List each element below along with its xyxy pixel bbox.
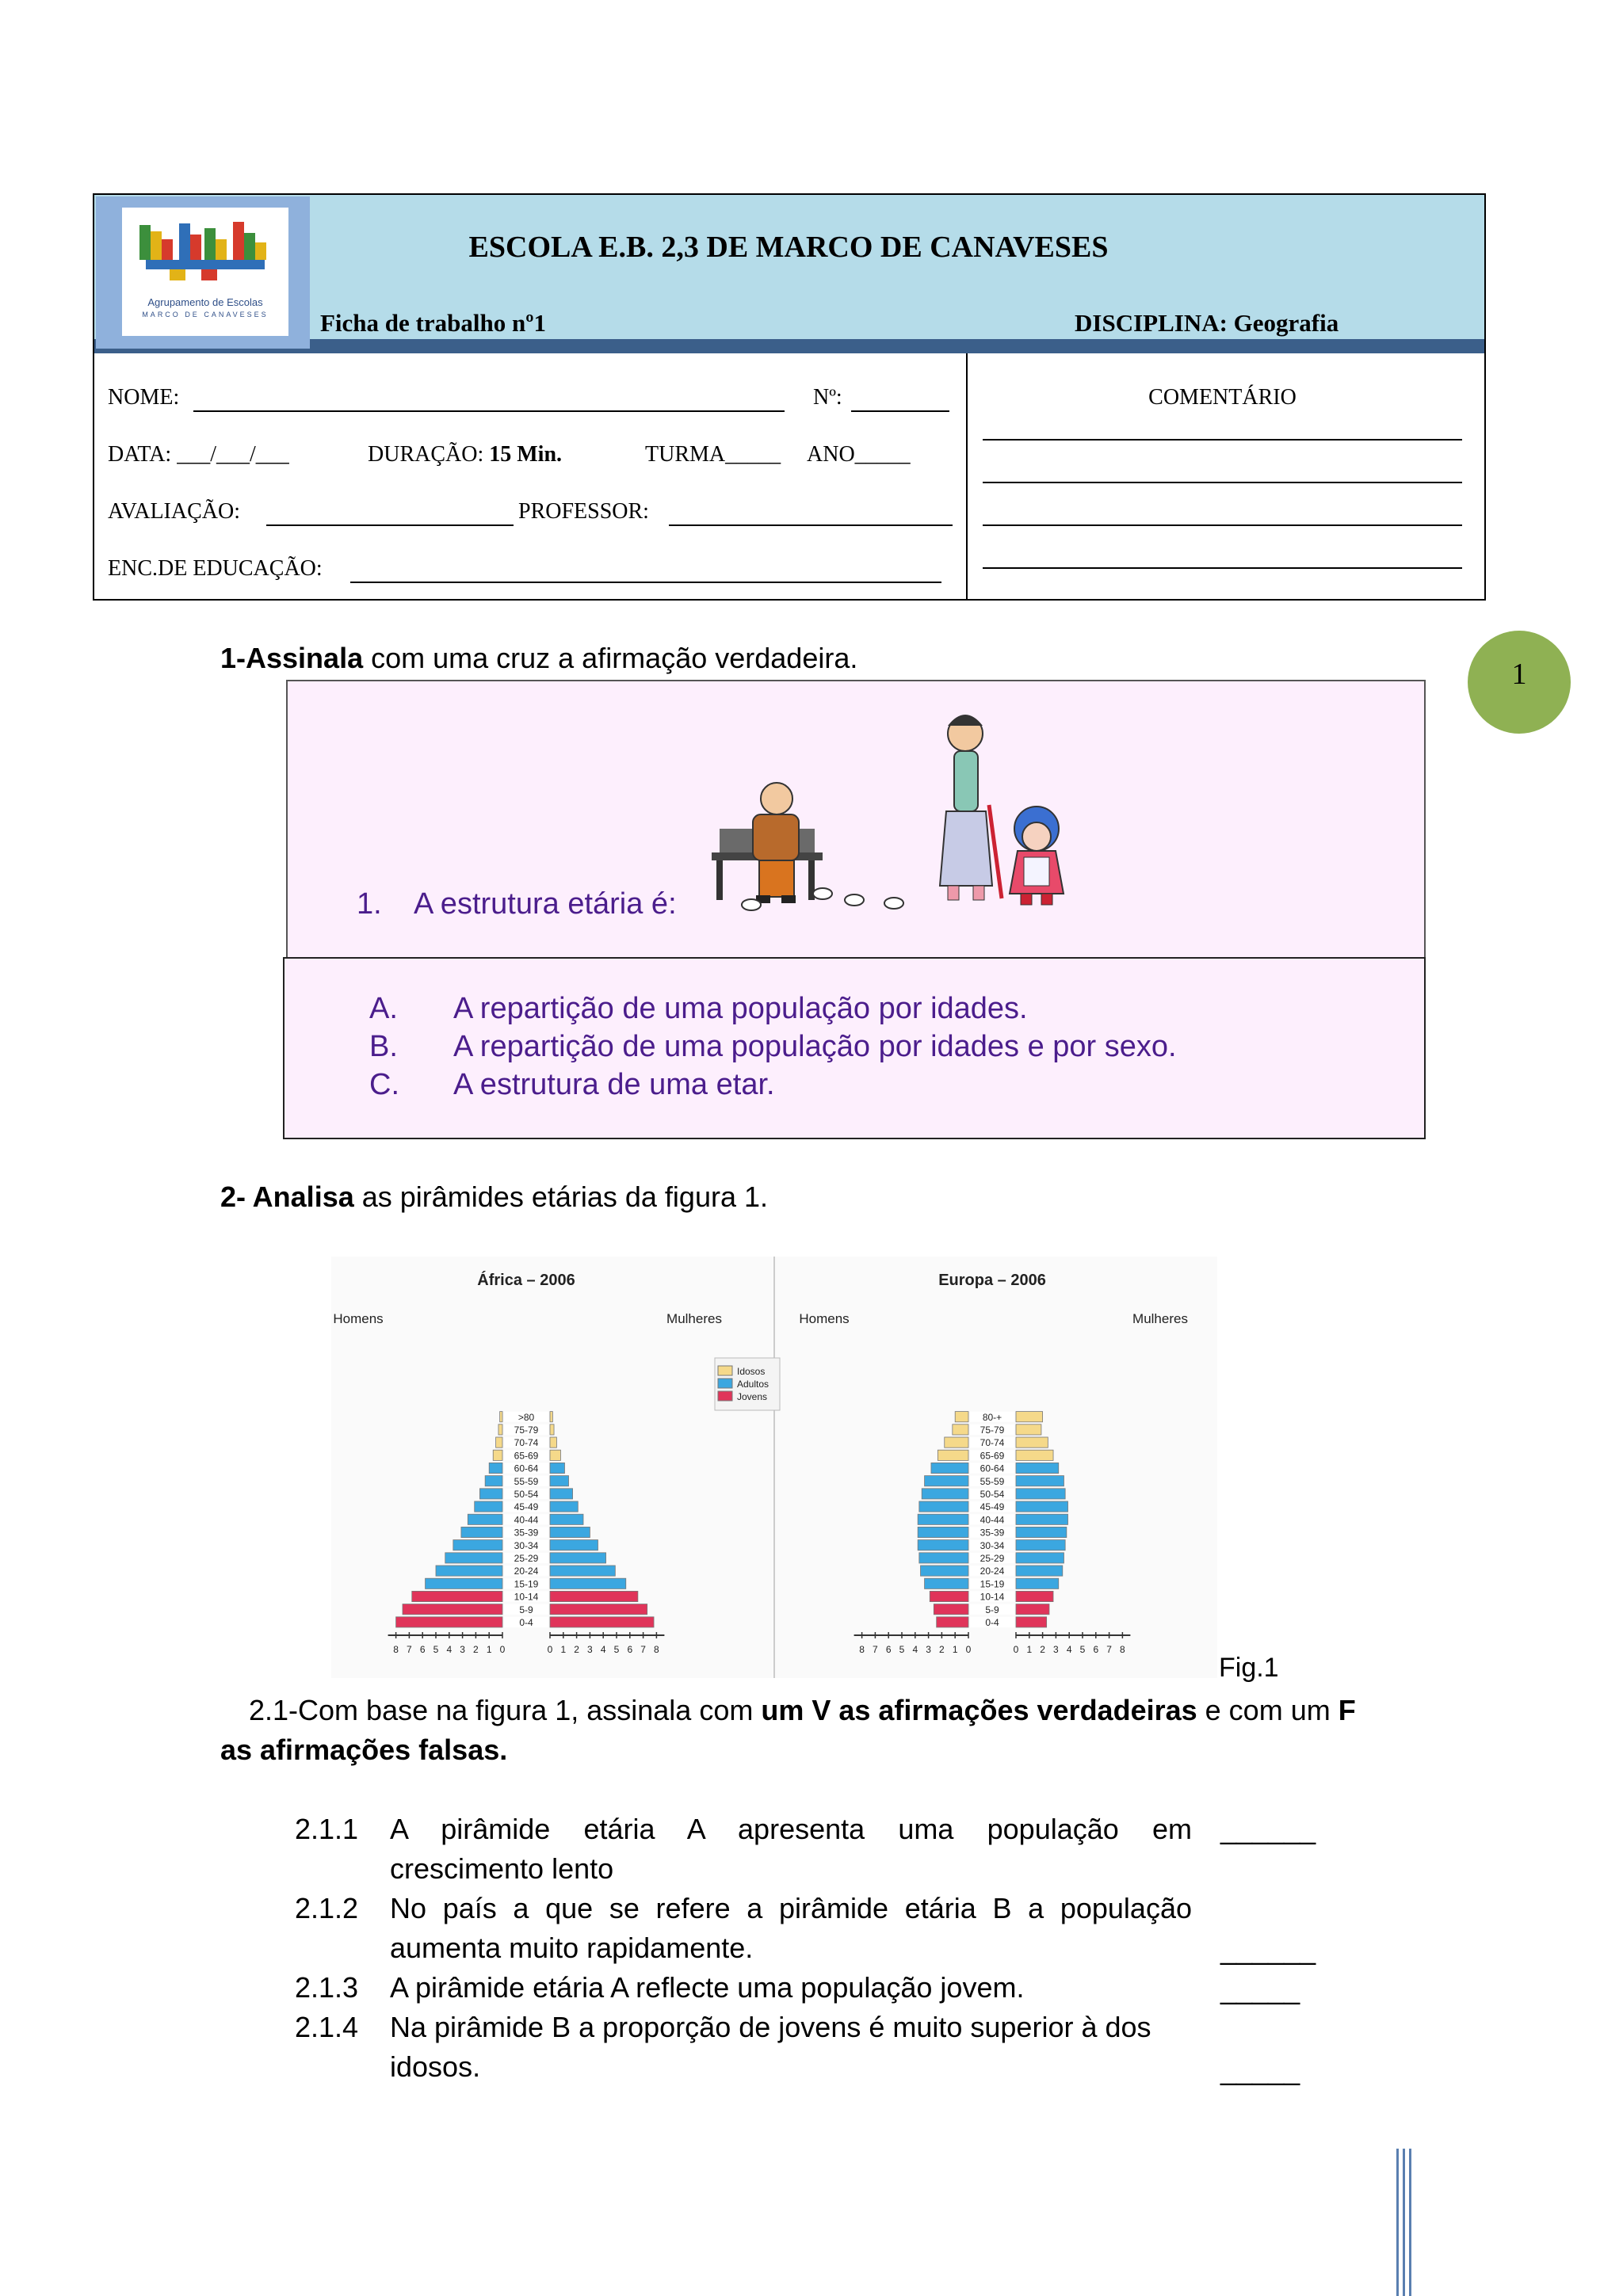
pyramid-tick-label: 1 [1026,1644,1033,1655]
pyramid-tick-label: 4 [912,1644,918,1655]
pyramid-bar-mulheres [550,1578,626,1589]
option-letter[interactable]: B. [369,1030,398,1063]
page-number-badge: 1 [1468,631,1571,734]
pyramid-tick-label: 7 [1106,1644,1112,1655]
pyramid-bar-mulheres [550,1412,552,1422]
pyramid-age-label: 65-69 [980,1450,1005,1462]
option-text: A repartição de uma população por idades e por sexo. [453,1030,1177,1063]
pyramid-title: África – 2006 [477,1272,575,1289]
form-divider [966,353,968,601]
pyramid-bar-mulheres [1016,1450,1053,1460]
legend-label: Idosos [737,1366,766,1377]
question1-text: com uma cruz a afirmação verdadeira. [363,642,858,674]
pyramid-tick-label: 0 [547,1644,553,1655]
pyramid-bar-mulheres [1016,1412,1043,1422]
statement-text-cont: idosos. [390,2050,481,2083]
question21-intro-line2: as afirmações falsas. [220,1733,508,1766]
pyramid-bar-mulheres [1016,1617,1047,1627]
pyramid-bar-mulheres [1016,1489,1065,1499]
pyramid-bar-mulheres [1016,1463,1059,1473]
pyramid-bar-homens [461,1527,502,1537]
pyramid-age-label: 0-4 [519,1617,533,1628]
pyramid-tick-label: 1 [560,1644,567,1655]
answer-blank[interactable]: ______ [1220,1813,1316,1845]
pyramid-tick-label: 3 [1053,1644,1059,1655]
ano-label[interactable]: ANO_____ [807,442,911,467]
pyramid-age-label: 55-59 [980,1475,1005,1487]
pyramid-tick-label: 7 [407,1644,412,1655]
pyramid-age-label: 50-54 [514,1489,539,1500]
comentario-label: COMENTÁRIO [1148,385,1296,410]
pyramid-age-label: 30-34 [514,1539,539,1551]
answer-blank[interactable]: _____ [1220,2054,1300,2086]
pyramid-age-label: 10-14 [514,1591,539,1603]
pyramid-bar-homens [953,1425,968,1435]
pyramid-age-label: 70-74 [980,1437,1005,1449]
legend-swatch [718,1391,732,1401]
pyramid-right-label: Mulheres [666,1311,722,1326]
comment-line[interactable] [983,524,1462,526]
age-groups-illustration [704,710,1076,919]
statement-text-cont: crescimento lento [390,1852,614,1885]
pyramid-age-label: 65-69 [514,1450,539,1462]
pyramid-tick-label: 7 [873,1644,878,1655]
pyramid-age-label: 50-54 [980,1489,1005,1500]
legend-swatch [718,1379,732,1388]
pyramid-tick-label: 0 [499,1644,506,1655]
pyramid-left-label: Homens [333,1311,384,1326]
question2-text: as pirâmides etárias da figura 1. [353,1180,768,1213]
figure-label: Fig.1 [1219,1653,1279,1683]
pyramid-bar-mulheres [550,1514,583,1524]
pyramid-bar-homens [925,1578,968,1589]
school-name: ESCOLA E.B. 2,3 DE MARCO DE CANAVESES [468,231,1109,264]
pyramid-bar-homens [945,1437,968,1447]
pyramid-bar-homens [436,1566,502,1576]
pyramid-age-label: 20-24 [980,1566,1005,1577]
pyramid-bar-mulheres [1016,1476,1064,1486]
pyramid-tick-label: 2 [1040,1644,1045,1655]
numero-label: Nº: [813,385,842,410]
pyramid-age-label: 5-9 [519,1604,533,1615]
professor-label: PROFESSOR: [518,499,649,524]
pyramid-bar-homens [496,1437,502,1447]
pyramid-bar-mulheres [1016,1591,1053,1601]
pyramid-bar-homens [498,1425,502,1435]
pyramid-age-label: 15-19 [514,1578,539,1590]
pyramid-tick-label: 8 [859,1644,865,1655]
pyramid-tick-label: 3 [587,1644,593,1655]
pyramid-bar-mulheres [550,1617,654,1627]
pyramid-bar-mulheres [1016,1437,1048,1447]
question2-instruction [220,1180,768,1214]
pyramid-tick-label: 5 [899,1644,905,1655]
pyramid-bar-homens [919,1553,968,1563]
page-margin-line [1396,2149,1399,2296]
duracao-label [368,442,562,467]
pyramid-bar-homens [938,1450,968,1460]
pyramid-tick-label: 2 [939,1644,945,1655]
q21-text1: 2.1-Com base na figura 1, assinala com [249,1694,762,1726]
pyramid-bar-homens [453,1540,502,1550]
pyramid-tick-label: 7 [640,1644,646,1655]
statement-text: No país a que se refere a pirâmide etária B a população [390,1892,1192,1924]
option-letter[interactable]: A. [369,992,398,1025]
comment-line[interactable] [983,567,1462,569]
statement-number: 2.1.4 [295,2011,359,2043]
pyramid-bar-mulheres [550,1566,615,1576]
population-pyramids-figure [331,1257,1217,1678]
pyramid-bar-homens [493,1450,502,1460]
pyramid-bar-mulheres [550,1540,598,1550]
pyramid-tick-label: 2 [473,1644,479,1655]
pyramid-age-label: 0-4 [985,1617,999,1628]
pyramid-age-label: 25-29 [514,1553,539,1564]
pyramid-age-label: 45-49 [514,1501,539,1513]
pyramid-age-label: 80-+ [982,1411,1002,1423]
statement-number: 2.1.3 [295,1971,359,2004]
question1-stem: A estrutura etária é: [414,887,677,921]
data-label[interactable]: DATA: ___/___/___ [108,442,289,467]
nome-field[interactable] [193,385,785,412]
numero-field[interactable] [851,385,949,412]
avaliacao-label: AVALIAÇÃO: [108,499,240,524]
pyramid-bar-homens [934,1604,968,1615]
subject-label: DISCIPLINA: Geografia [1075,309,1339,337]
pyramid-bar-mulheres [550,1450,560,1460]
pyramid-tick-label: 8 [654,1644,659,1655]
pyramid-bar-homens [930,1591,968,1601]
pyramid-bar-homens [922,1489,968,1499]
pyramid-bar-mulheres [1016,1501,1068,1512]
pyramid-age-label: 25-29 [980,1553,1005,1564]
pyramid-bar-mulheres [550,1591,638,1601]
pyramids-svg [331,1257,1217,1678]
pyramid-tick-label: 6 [885,1644,892,1655]
pyramid-bar-homens [937,1617,968,1627]
pyramid-bar-homens [918,1514,968,1524]
pyramid-bar-mulheres [1016,1425,1041,1435]
pyramid-age-label: 60-64 [514,1463,539,1474]
pyramid-bar-mulheres [550,1437,556,1447]
legend-label: Jovens [737,1391,768,1402]
pyramid-tick-label: 6 [627,1644,633,1655]
pyramid-age-label: 45-49 [980,1501,1005,1513]
pyramid-tick-label: 2 [574,1644,579,1655]
option-text: A repartição de uma população por idades. [453,992,1028,1025]
statement-text: A pirâmide etária A apresenta uma população em [390,1813,1192,1845]
pyramid-bar-homens [426,1578,502,1589]
legend-label: Adultos [737,1379,769,1390]
question1-instruction [220,642,857,675]
worksheet-title: Ficha de trabalho nº1 [320,309,546,337]
pyramid-age-label: 20-24 [514,1566,539,1577]
pyramid-bar-mulheres [1016,1540,1065,1550]
pyramid-bar-mulheres [550,1553,606,1563]
pyramid-bar-mulheres [550,1476,569,1486]
pyramid-bar-homens [919,1501,968,1512]
page-margin-line [1409,2149,1411,2296]
pyramid-bar-homens [918,1527,968,1537]
pyramid-age-label: >80 [517,1411,535,1423]
pyramid-title: Europa – 2006 [938,1272,1046,1289]
duracao-label-text: DURAÇÃO: [368,442,484,467]
pyramid-bar-mulheres [1016,1514,1068,1524]
comment-line[interactable] [983,439,1462,441]
pyramid-bar-homens [479,1489,502,1499]
pyramid-age-label: 70-74 [514,1437,539,1449]
pyramid-bar-homens [412,1591,502,1601]
pyramid-bar-homens [396,1617,502,1627]
pyramid-tick-label: 0 [1013,1644,1019,1655]
pyramid-bar-mulheres [550,1425,554,1435]
professor-field[interactable] [669,499,953,526]
pyramid-tick-label: 6 [419,1644,426,1655]
pyramid-bar-homens [475,1501,502,1512]
pyramid-bar-homens [955,1412,968,1422]
pyramid-age-label: 30-34 [980,1539,1005,1551]
turma-label[interactable]: TURMA_____ [645,442,781,467]
avaliacao-field[interactable] [266,499,514,526]
pyramid-bar-homens [500,1412,502,1422]
q21-bold1: um V as afirmações verdadeiras [761,1694,1197,1726]
pyramid-age-label: 35-39 [514,1527,539,1539]
pyramid-bar-homens [931,1463,968,1473]
pyramid-tick-label: 4 [600,1644,606,1655]
answer-blank[interactable]: _____ [1220,1973,1300,2005]
statement-text: Na pirâmide B a proporção de jovens é muito superior à dos [390,2011,1151,2043]
pyramid-bar-homens [445,1553,502,1563]
pyramid-bar-homens [489,1463,502,1473]
pyramid-bar-mulheres [550,1501,578,1512]
legend-swatch [718,1366,732,1375]
pyramid-bar-homens [921,1566,968,1576]
pyramid-right-label: Mulheres [1132,1311,1188,1326]
pyramid-tick-label: 4 [1066,1644,1072,1655]
pyramid-age-label: 5-9 [985,1604,999,1615]
pyramid-tick-label: 4 [446,1644,453,1655]
pyramid-bar-homens [918,1540,968,1550]
statement-number: 2.1.2 [295,1892,359,1924]
duracao-value: 15 Min. [489,442,563,467]
comment-line[interactable] [983,482,1462,483]
pyramid-bar-mulheres [550,1527,590,1537]
option-text: A estrutura de uma etar. [453,1068,775,1101]
pyramid-age-label: 75-79 [980,1425,1005,1436]
pyramid-bar-mulheres [550,1489,573,1499]
page-margin-line [1403,2149,1405,2296]
pyramid-tick-label: 6 [1093,1644,1099,1655]
pyramid-tick-label: 1 [486,1644,492,1655]
pyramid-bar-mulheres [1016,1527,1067,1537]
pyramid-bar-homens [485,1476,502,1486]
pyramid-tick-label: 3 [926,1644,931,1655]
pyramid-bar-mulheres [550,1463,564,1473]
enc-educacao-field[interactable] [350,556,941,583]
pyramid-bar-homens [403,1604,502,1615]
pyramid-age-label: 40-44 [980,1514,1005,1526]
pyramid-bar-mulheres [1016,1604,1049,1615]
pyramid-left-label: Homens [799,1311,850,1326]
pyramid-tick-label: 0 [965,1644,972,1655]
question1-prefix: 1-Assinala [220,642,364,674]
nome-label: NOME: [108,385,180,410]
pyramid-tick-label: 8 [393,1644,399,1655]
question1-item-number: 1. [357,887,382,921]
statement-text-cont: aumenta muito rapidamente. [390,1932,754,1964]
pyramid-age-label: 40-44 [514,1514,539,1526]
statement-text: A pirâmide etária A reflecte uma população jovem. [390,1971,1025,2004]
pyramid-age-label: 75-79 [514,1425,539,1436]
q21-bold2: F [1338,1694,1356,1726]
option-letter[interactable]: C. [369,1068,399,1101]
logo-text-line2: MARCO DE CANAVESES [142,311,269,318]
statement-number: 2.1.1 [295,1813,359,1845]
pyramid-bar-mulheres [1016,1566,1063,1576]
answer-blank[interactable]: ______ [1220,1933,1316,1966]
pyramid-bar-mulheres [1016,1578,1059,1589]
pyramid-tick-label: 8 [1120,1644,1125,1655]
logo-text-line1: Agrupamento de Escolas [147,296,263,308]
pyramid-age-label: 10-14 [980,1591,1005,1603]
pyramid-bar-homens [468,1514,502,1524]
pyramid-age-label: 35-39 [980,1527,1005,1539]
pyramid-tick-label: 5 [433,1644,439,1655]
question21-intro [249,1694,1390,1727]
pyramid-tick-label: 5 [1079,1644,1086,1655]
pyramid-bar-mulheres [1016,1553,1064,1563]
pyramid-age-label: 55-59 [514,1475,539,1487]
pyramid-bar-mulheres [550,1604,647,1615]
pyramid-age-label: 15-19 [980,1578,1005,1590]
pyramid-bar-homens [925,1476,968,1486]
enc-educacao-label: ENC.DE EDUCAÇÃO: [108,556,323,581]
pyramid-tick-label: 3 [460,1644,465,1655]
question2-prefix: 2- Analisa [220,1180,354,1213]
pyramid-age-label: 60-64 [980,1463,1005,1474]
pyramid-tick-label: 5 [613,1644,620,1655]
pyramid-tick-label: 1 [952,1644,958,1655]
q21-text2: e com um [1197,1694,1338,1726]
